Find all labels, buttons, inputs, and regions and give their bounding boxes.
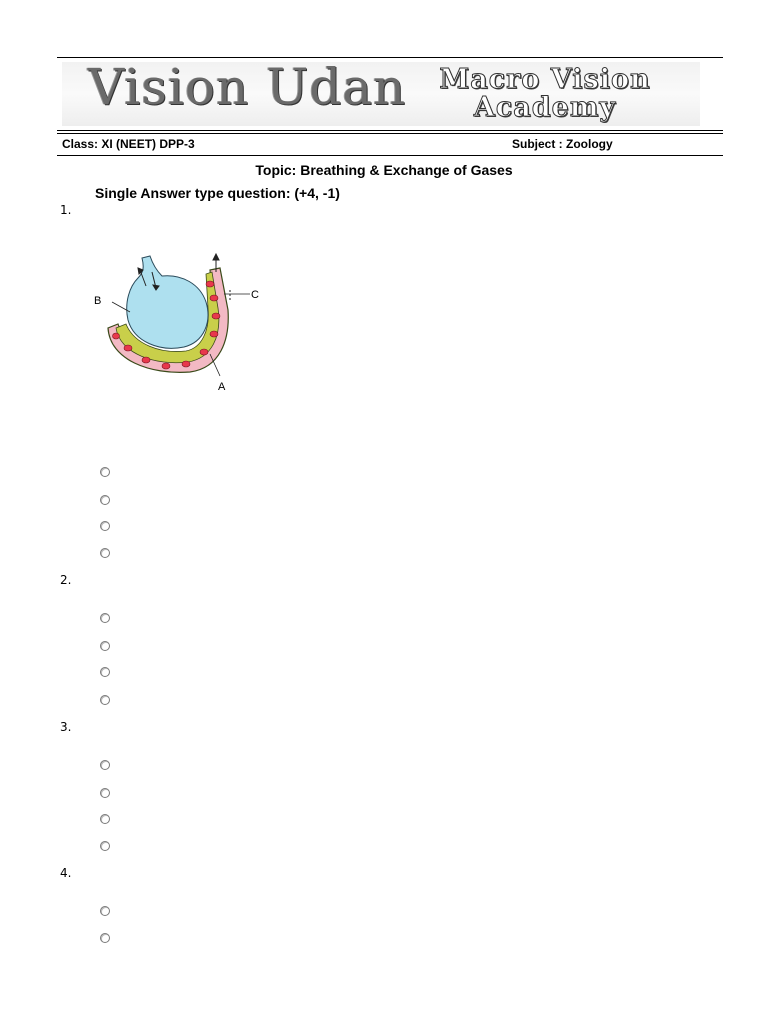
- academy-line-1: Macro Vision: [439, 64, 651, 95]
- option-radio[interactable]: [100, 548, 110, 558]
- option-radio[interactable]: [100, 521, 110, 531]
- label-a: A: [218, 381, 226, 393]
- option-radio[interactable]: [100, 667, 110, 677]
- option-radio[interactable]: [100, 695, 110, 705]
- option-radio[interactable]: [100, 841, 110, 851]
- question-number: 4.: [60, 866, 72, 880]
- question-type: Single Answer type question: (+4, -1): [95, 185, 340, 201]
- option-radio[interactable]: [100, 788, 110, 798]
- option-radio[interactable]: [100, 467, 110, 477]
- option-radio[interactable]: [100, 814, 110, 824]
- label-b: B: [94, 295, 102, 307]
- option-radio[interactable]: [100, 613, 110, 623]
- subheader-rule: [57, 155, 723, 156]
- option-radio[interactable]: [100, 933, 110, 943]
- question-number: 1.: [60, 203, 72, 217]
- question-number: 3.: [60, 720, 72, 734]
- academy-line-2: Academy: [473, 92, 617, 123]
- academy-logo: [420, 66, 670, 122]
- alveolus-diagram: [90, 250, 280, 400]
- label-c: C: [251, 289, 259, 301]
- class-label: Class: XI (NEET) DPP-3: [62, 137, 195, 151]
- brand-logo: Vision Udan: [88, 58, 407, 116]
- option-radio[interactable]: [100, 495, 110, 505]
- subject-label: Subject : Zoology: [512, 137, 613, 151]
- header-rule-upper: [57, 130, 723, 131]
- option-radio[interactable]: [100, 906, 110, 916]
- option-radio[interactable]: [100, 641, 110, 651]
- topic-title: Topic: Breathing & Exchange of Gases: [255, 162, 513, 178]
- option-radio[interactable]: [100, 760, 110, 770]
- header-rule-lower: [57, 133, 723, 134]
- question-number: 2.: [60, 573, 72, 587]
